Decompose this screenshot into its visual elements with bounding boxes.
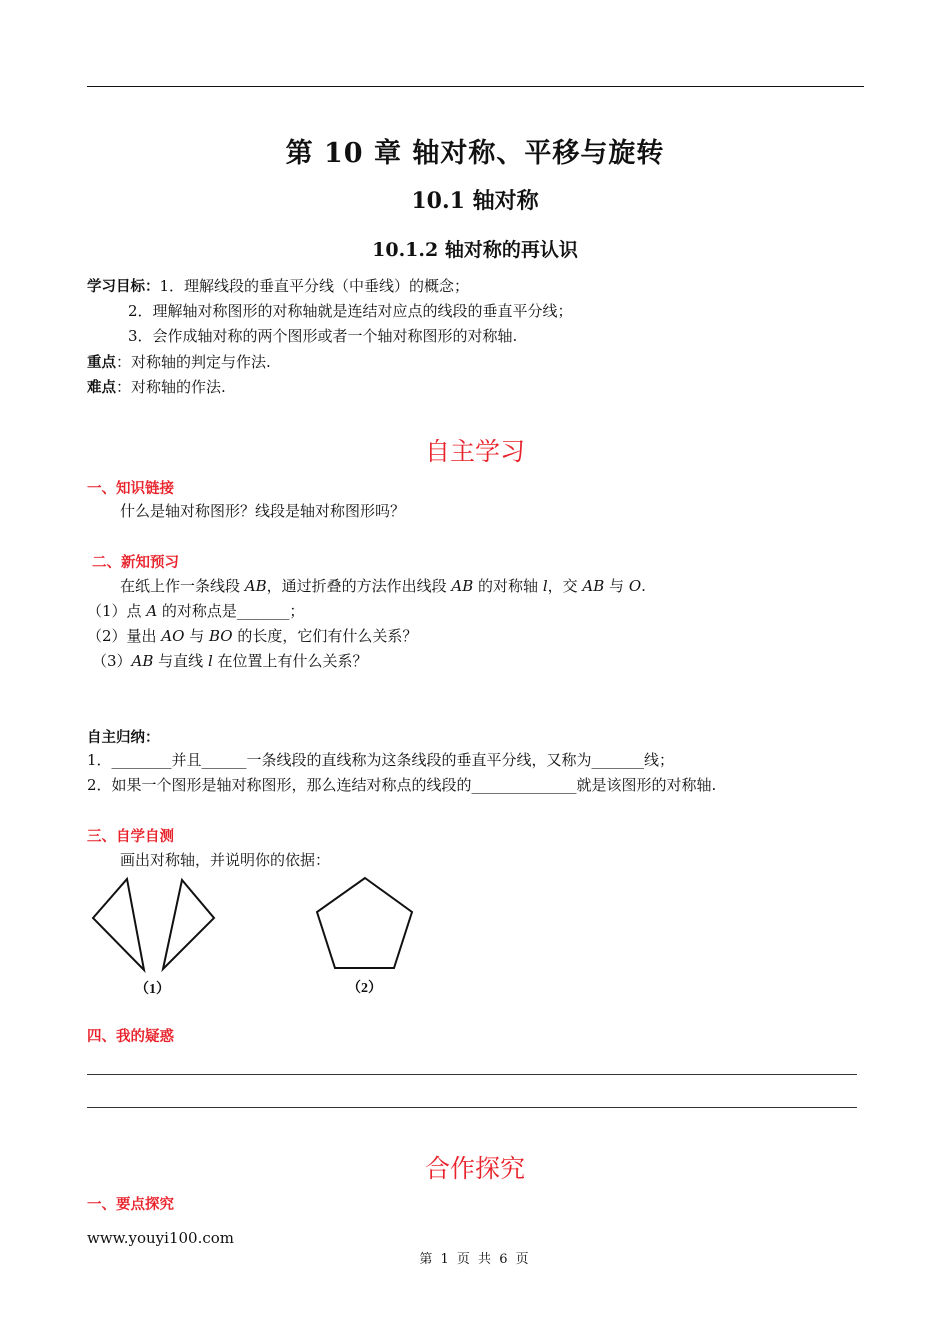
- key-label: 重点: [87, 355, 116, 371]
- q3-text-b: 与直线: [153, 652, 208, 670]
- intro-ab-3: AB: [582, 577, 605, 595]
- difficulty-point: [87, 377, 226, 398]
- summary-line-2: 2．如果一个图形是轴对称图形，那么连结对称点的线段的______________就是该图形的对称轴.: [87, 776, 717, 794]
- summary-line-1: 1．________并且______一条线段的直线称为这条线段的垂直平分线，又称为_______线；: [87, 751, 675, 769]
- self-test-prompt: 画出对称轴，并说明你的依据：: [120, 851, 331, 869]
- q1-text-b: 的对称点是_______；: [157, 602, 305, 620]
- q3-text-c: 在位置上有什么关系？: [212, 652, 368, 670]
- summary-label: 自主归纳：: [87, 730, 160, 746]
- subsection-title: 10.1.2 轴对称的再认识: [372, 239, 578, 261]
- q3-l: l: [207, 652, 213, 670]
- intro-text-e: 与: [604, 577, 629, 595]
- answer-line-1: [87, 1074, 857, 1075]
- q2-bo: BO: [209, 627, 233, 645]
- intro-text-c: 的对称轴: [473, 577, 543, 595]
- difficulty-label: 难点: [87, 380, 116, 396]
- objective-3: 3．会作成轴对称的两个图形或者一个轴对称图形的对称轴.: [128, 327, 518, 345]
- q1-text-a: （1）点: [87, 602, 147, 620]
- objective-2: 2．理解轴对称图形的对称轴就是连结对应点的线段的垂直平分线；: [128, 302, 573, 320]
- footer-website[interactable]: www.youyi100.com: [87, 1229, 234, 1247]
- figure-2-pentagon: [317, 878, 412, 968]
- objective-1: 1．理解线段的垂直平分线（中垂线）的概念；: [159, 277, 470, 295]
- section-key-points: 一、要点探究: [87, 1197, 174, 1213]
- objective-line-1: [87, 276, 469, 297]
- preview-question-3: [92, 651, 368, 671]
- section-title: 10.1 轴对称: [411, 188, 539, 214]
- left-triangle: [93, 879, 144, 970]
- intro-text-f: .: [641, 577, 646, 595]
- q1-a: A: [146, 602, 158, 620]
- intro-text-d: ，交: [547, 577, 583, 595]
- banner-self-study: 自主学习: [424, 437, 525, 466]
- section-knowledge-link: 一、知识链接: [87, 481, 174, 497]
- key-point: [87, 352, 271, 373]
- q3-ab: AB: [131, 652, 154, 670]
- section-questions: 四、我的疑惑: [87, 1029, 174, 1045]
- figure-1-triangles: [93, 879, 214, 970]
- q2-text-b: 与: [184, 627, 209, 645]
- page-indicator: 第 1 页 共 6 页: [419, 1252, 531, 1267]
- answer-line-2: [87, 1107, 857, 1108]
- difficulty-text: ：对称轴的作法.: [116, 378, 226, 396]
- banner-cooperate: 合作探究: [424, 1154, 525, 1183]
- intro-text-b: ，通过折叠的方法作出线段: [266, 577, 452, 595]
- preview-question-2: [87, 626, 417, 646]
- preview-intro: [120, 576, 646, 596]
- intro-ab-2: AB: [451, 577, 474, 595]
- right-triangle: [163, 880, 214, 969]
- figure-2-label: （2）: [347, 981, 382, 996]
- chapter-title: 第 10 章 轴对称、平移与旋转: [285, 138, 665, 169]
- intro-text-a: 在纸上作一条线段: [120, 577, 245, 595]
- header-rule: [87, 86, 864, 87]
- intro-ab-1: AB: [244, 577, 267, 595]
- q2-text-c: 的长度，它们有什么关系？: [232, 627, 418, 645]
- figure-1-label: （1）: [135, 982, 170, 997]
- intro-l: l: [542, 577, 548, 595]
- objectives-label: 学习目标：: [87, 279, 160, 295]
- key-text: ：对称轴的判定与作法.: [116, 353, 271, 371]
- knowledge-question: 什么是轴对称图形？线段是轴对称图形吗？: [120, 502, 406, 520]
- intro-o: O: [628, 577, 642, 595]
- preview-question-1: [87, 601, 304, 621]
- section-self-test: 三、自学自测: [87, 829, 174, 845]
- q2-ao: AO: [161, 627, 185, 645]
- section-preview: 二、新知预习: [92, 555, 179, 571]
- q2-text-a: （2）量出: [87, 627, 162, 645]
- q3-text-a: （3）: [92, 652, 132, 670]
- self-test-figures: [80, 870, 440, 980]
